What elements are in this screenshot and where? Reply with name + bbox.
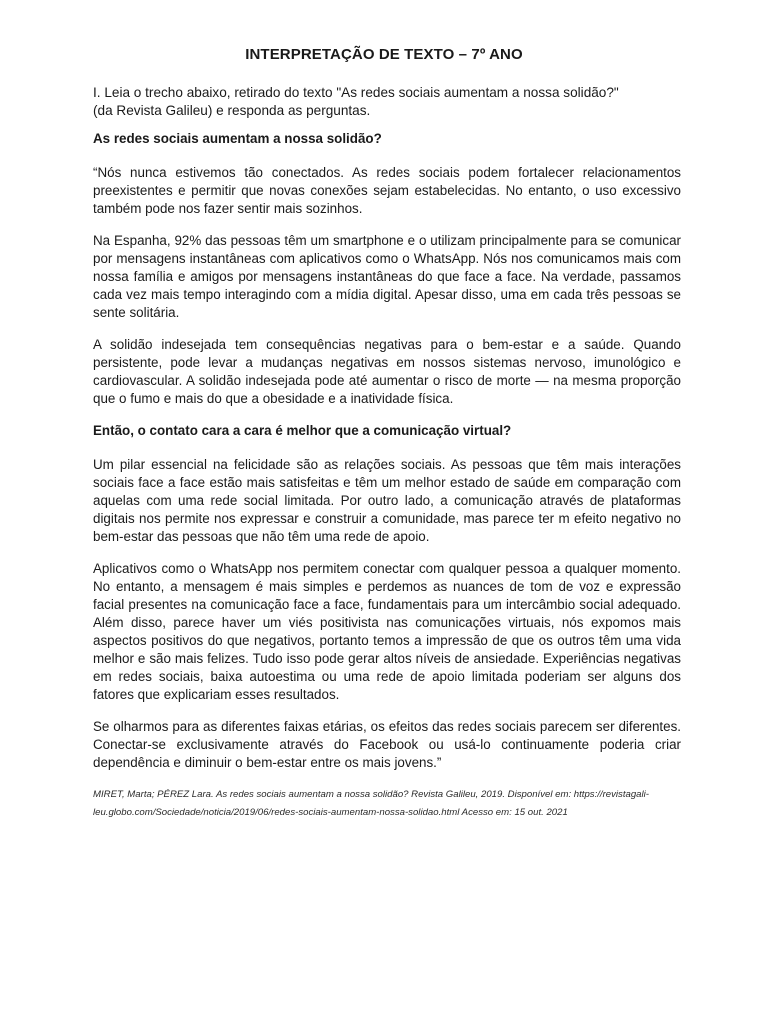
instruction-line-1: I. Leia o trecho abaixo, retirado do texto "As redes sociais aumentam a nossa solidão?" (93, 85, 619, 100)
reference-line-1: MIRET, Marta; PÉREZ Lara. As redes sociais aumentam a nossa solidão? Revista Galileu, 2019. Disponível em: https://revistagali- (93, 789, 649, 800)
page-title: INTERPRETAÇÃO DE TEXTO – 7º ANO (245, 46, 523, 63)
article-body (93, 130, 681, 822)
paragraph-3: A solidão indesejada tem consequências negativas para o bem-estar e a saúde. Quando persistente, pode levar a mudanças negativas em nossos sistemas nervoso, imunológico e cardiovascular. A solidão indesejada pode até aumentar o risco de morte — na mesma proporção que o fumo e mais do que a obesidade e a inatividade física. (93, 337, 681, 406)
paragraph-5: Aplicativos como o WhatsApp nos permitem conectar com qualquer pessoa a qualquer momento. No entanto, a mensagem é mais simples e perdemos as nuances de tom de voz e expressão facial presentes na comunicação face a face, fundamentais para um intercâmbio social adequado. Além disso, parece haver um viés positivista nas comunicações virtuais, nós expomos mais aspectos positivos do que negativos, portanto temos a impressão de que os outros têm uma vida melhor e são mais felizes. Tudo isso pode gerar altos níveis de ansiedade. Experiências negativas em redes sociais, baixa autoestima ou uma rede de apoio limitada poderiam ser alguns dos fatores que explicariam esses resultados. (93, 561, 681, 702)
section-heading-2: Então, o contato cara a cara é melhor que a comunicação virtual? (93, 423, 512, 438)
instruction-line-2: (da Revista Galileu) e responda as perguntas. (93, 103, 371, 118)
section-heading-1: As redes sociais aumentam a nossa solidão? (93, 131, 382, 146)
reference-line-2: leu.globo.com/Sociedade/noticia/2019/06/redes-sociais-aumentam-nossa-solidao.html Acesso em: 15 out. 2021 (93, 807, 568, 818)
paragraph-1: “Nós nunca estivemos tão conectados. As redes sociais podem fortalecer relacionamentos preexistentes e permitir que novas conexões sejam estabelecidas. No entanto, o uso excessivo também pode nos fazer sentir mais sozinhos. (93, 165, 681, 216)
paragraph-2: Na Espanha, 92% das pessoas têm um smartphone e o utilizam principalmente para se comunicar por mensagens instantâneas com aplicativos como o WhatsApp. Nós nos comunicamos mais com nossa família e amigos por mensagens instantâneas do que face a face. Na verdade, passamos cada vez mais tempo interagindo com a mídia digital. Apesar disso, uma em cada três pessoas se sente solitária. (93, 233, 681, 320)
paragraph-6: Se olharmos para as diferentes faixas etárias, os efeitos das redes sociais parecem ser diferentes. Conectar-se exclusivamente através do Facebook ou usá-lo continuamente poderia criar dependência e diminuir o bem-estar entre os mais jovens.” (93, 719, 681, 770)
instruction-text (93, 84, 693, 120)
paragraph-4: Um pilar essencial na felicidade são as relações sociais. As pessoas que têm mais interações sociais face a face estão mais satisfeitas e têm um melhor estado de saúde em comparação com aquelas com uma rede social limitada. Por outro lado, a comunicação através de plataformas digitais nos permite nos expressar e construir a comunidade, mas parece ter m efeito negativo no bem-estar das pessoas que não têm uma rede de apoio. (93, 457, 681, 544)
